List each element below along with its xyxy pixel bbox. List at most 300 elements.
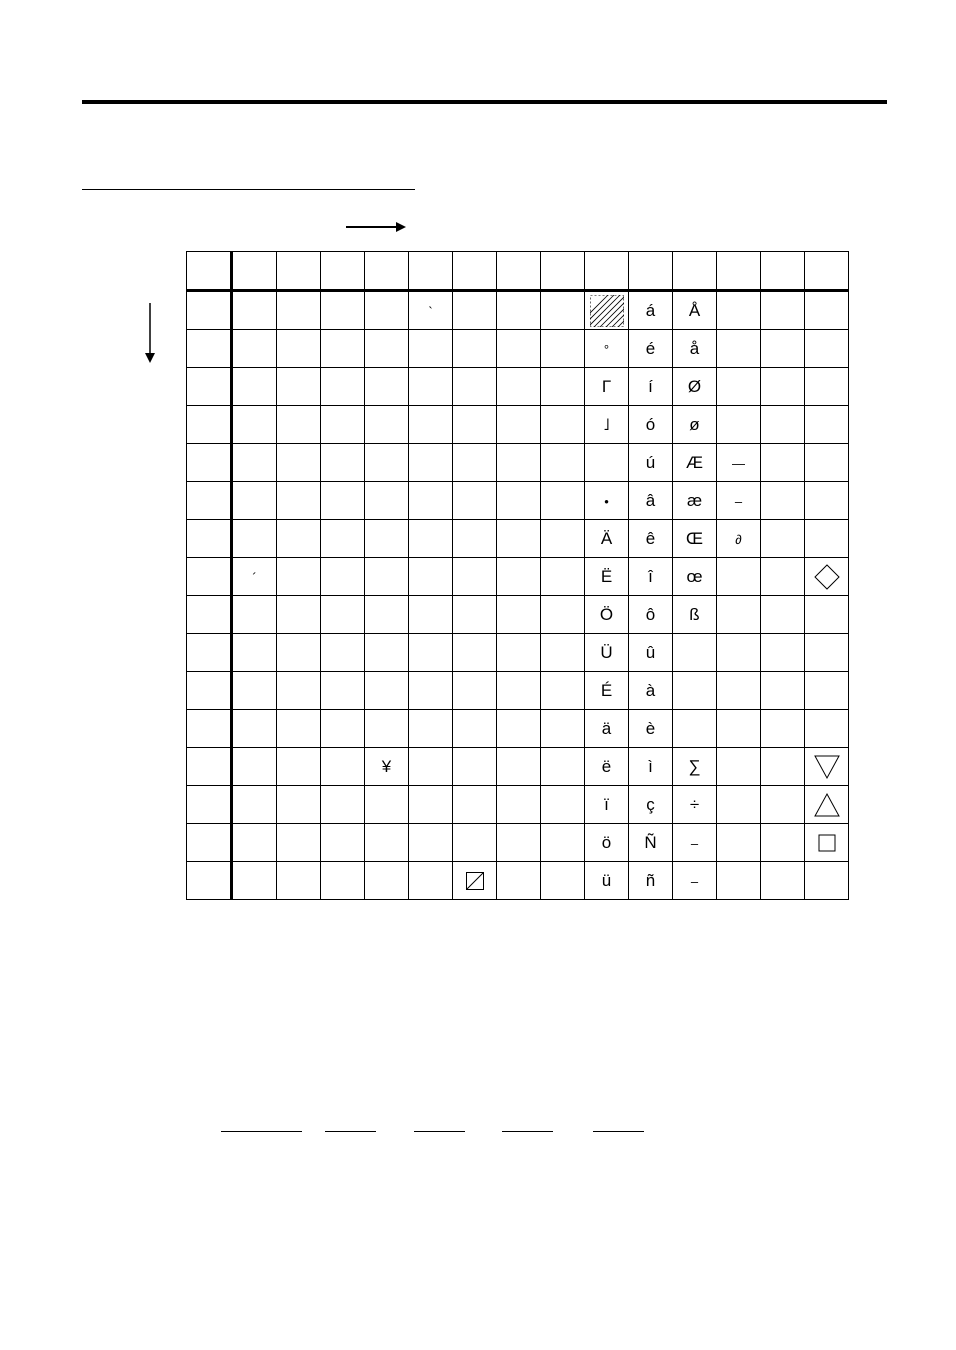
character-code-table [186, 251, 849, 900]
table-cell [717, 634, 761, 672]
table-cell [497, 596, 541, 634]
table-cell [232, 330, 277, 368]
table-cell [497, 786, 541, 824]
footer-underline [593, 1131, 644, 1132]
table-cell [805, 368, 849, 406]
table-cell [277, 406, 321, 444]
table-cell [497, 672, 541, 710]
table-cell [717, 786, 761, 824]
table-cell [409, 368, 453, 406]
table-cell [187, 520, 232, 558]
table-cell [232, 482, 277, 520]
char-glyph: Ø [687, 376, 702, 396]
table-cell [673, 786, 717, 824]
table-cell [187, 406, 232, 444]
table-cell [805, 406, 849, 444]
table-cell [805, 252, 849, 291]
table-cell [585, 252, 629, 291]
table-cell [585, 596, 629, 634]
table-cell [717, 330, 761, 368]
table-cell [365, 862, 409, 900]
table-cell [629, 710, 673, 748]
table-cell [321, 291, 365, 330]
table-cell [585, 634, 629, 672]
table-cell [321, 368, 365, 406]
table-cell [232, 786, 277, 824]
table-cell [321, 252, 365, 291]
table-cell [453, 748, 497, 786]
table-cell [673, 634, 717, 672]
table-cell [541, 710, 585, 748]
table-cell [629, 596, 673, 634]
table-cell [277, 291, 321, 330]
section-title-underline [82, 189, 415, 190]
table-cell [761, 862, 805, 900]
table-cell [761, 368, 805, 406]
char-glyph: ê [645, 528, 656, 548]
char-glyph: ñ [645, 870, 656, 890]
char-glyph: ´ [252, 569, 257, 585]
table-cell [717, 368, 761, 406]
table-cell [187, 710, 232, 748]
char-glyph: î [648, 566, 653, 586]
table-cell [585, 710, 629, 748]
table-cell [409, 862, 453, 900]
table-cell [187, 330, 232, 368]
table-row [187, 520, 849, 558]
char-glyph: ö [601, 832, 612, 852]
table-cell [585, 748, 629, 786]
table-cell [232, 291, 277, 330]
table-cell [453, 406, 497, 444]
table-cell [409, 710, 453, 748]
table-cell [232, 710, 277, 748]
char-glyph: Ü [600, 642, 613, 662]
table-cell [629, 786, 673, 824]
table-cell [585, 862, 629, 900]
char-glyph: œ [686, 566, 703, 586]
table-cell [321, 824, 365, 862]
table-row [187, 482, 849, 520]
table-cell [497, 862, 541, 900]
table-cell [453, 291, 497, 330]
table-cell [187, 634, 232, 672]
table-cell [761, 710, 805, 748]
table-cell [673, 368, 717, 406]
table-cell [673, 710, 717, 748]
table-cell [232, 634, 277, 672]
char-glyph: Ä [600, 528, 613, 548]
arrow-down-icon [143, 303, 157, 365]
table-cell [409, 634, 453, 672]
table-cell [232, 748, 277, 786]
table-cell [717, 558, 761, 596]
table-cell [717, 596, 761, 634]
table-cell [673, 482, 717, 520]
table-cell [321, 862, 365, 900]
char-glyph: æ [686, 490, 703, 510]
char-glyph: ë [601, 756, 612, 776]
table-cell [497, 330, 541, 368]
table-cell [541, 786, 585, 824]
table-cell [321, 444, 365, 482]
table-cell [232, 406, 277, 444]
table-cell [541, 368, 585, 406]
char-glyph: è [645, 718, 656, 738]
table-cell [629, 368, 673, 406]
table-cell [805, 672, 849, 710]
table-cell [453, 330, 497, 368]
table-cell [187, 368, 232, 406]
table-cell [761, 482, 805, 520]
table-cell [805, 291, 849, 330]
table-cell [673, 558, 717, 596]
char-glyph: — [732, 455, 745, 471]
table-cell [629, 634, 673, 672]
table-cell [761, 406, 805, 444]
char-glyph: ô [645, 604, 656, 624]
table-cell [365, 368, 409, 406]
table-cell [761, 330, 805, 368]
table-cell [717, 444, 761, 482]
table-cell [497, 824, 541, 862]
table-cell [187, 252, 232, 291]
hatched-cell-icon [585, 291, 629, 330]
table-row [187, 786, 849, 824]
table-cell [187, 824, 232, 862]
table-cell [321, 748, 365, 786]
table-cell [541, 482, 585, 520]
char-glyph: ∂ [735, 531, 742, 547]
table-cell [365, 596, 409, 634]
char-glyph: å [689, 338, 700, 358]
table-cell [805, 444, 849, 482]
table-cell [409, 786, 453, 824]
table-cell [717, 862, 761, 900]
table-cell [277, 634, 321, 672]
table-cell [277, 520, 321, 558]
table-cell [409, 482, 453, 520]
table-cell [453, 368, 497, 406]
table-cell [277, 786, 321, 824]
table-cell [277, 824, 321, 862]
table-cell [629, 824, 673, 862]
table-row [187, 672, 849, 710]
table-cell [585, 444, 629, 482]
table-cell [232, 824, 277, 862]
char-glyph: û [645, 642, 656, 662]
table-cell [805, 330, 849, 368]
table-cell [541, 444, 585, 482]
table-cell [409, 596, 453, 634]
table-cell [629, 672, 673, 710]
table-cell [717, 291, 761, 330]
table-row [187, 596, 849, 634]
table-cell [585, 520, 629, 558]
table-cell [717, 748, 761, 786]
table-cell [365, 634, 409, 672]
char-glyph: Å [688, 300, 701, 320]
table-cell [497, 634, 541, 672]
table-cell [761, 786, 805, 824]
char-glyph: Ë [600, 566, 613, 586]
table-cell [232, 862, 277, 900]
table-cell [453, 710, 497, 748]
footer-underline [325, 1131, 376, 1132]
table-cell [187, 596, 232, 634]
table-cell [453, 672, 497, 710]
table-cell [673, 824, 717, 862]
table-cell [365, 406, 409, 444]
char-glyph: ú [645, 452, 656, 472]
table-cell [673, 406, 717, 444]
char-glyph: Γ [601, 376, 612, 396]
table-row [187, 862, 849, 900]
table-cell [365, 252, 409, 291]
table-cell [365, 291, 409, 330]
table-cell [761, 596, 805, 634]
table-cell [717, 824, 761, 862]
char-glyph: ì [648, 756, 653, 776]
triangle-up-icon [805, 786, 849, 824]
table-cell [277, 710, 321, 748]
triangle-down-icon [805, 748, 849, 786]
table-cell [187, 482, 232, 520]
table-cell [365, 672, 409, 710]
table-cell [277, 862, 321, 900]
char-glyph: ä [601, 718, 612, 738]
table-cell [673, 596, 717, 634]
char-glyph: Ñ [644, 832, 657, 852]
table-cell [629, 252, 673, 291]
table-cell [409, 406, 453, 444]
table-cell [629, 406, 673, 444]
table-cell [541, 634, 585, 672]
table-row [187, 406, 849, 444]
table-cell [541, 862, 585, 900]
table-row [187, 710, 849, 748]
table-cell [321, 482, 365, 520]
table-cell [453, 786, 497, 824]
char-glyph: ¥ [381, 756, 392, 776]
footer-underline [414, 1131, 465, 1132]
table-cell [321, 672, 365, 710]
table-cell [629, 330, 673, 368]
table-cell [365, 330, 409, 368]
table-cell [629, 482, 673, 520]
table-cell [629, 520, 673, 558]
table-cell [673, 748, 717, 786]
table-cell [541, 520, 585, 558]
char-glyph: • [604, 493, 609, 509]
header-row [187, 252, 849, 291]
table-cell [187, 786, 232, 824]
table-cell [409, 330, 453, 368]
table-cell [717, 252, 761, 291]
char-glyph: – [690, 873, 699, 889]
header-rule [82, 100, 887, 104]
table-cell [497, 520, 541, 558]
table-cell [277, 368, 321, 406]
table-cell [321, 558, 365, 596]
table-cell [497, 252, 541, 291]
table-cell [232, 252, 277, 291]
table-cell [585, 482, 629, 520]
table-cell [321, 520, 365, 558]
table-cell [629, 748, 673, 786]
table-row [187, 748, 849, 786]
table-cell [585, 558, 629, 596]
table-cell [761, 558, 805, 596]
table-cell [187, 672, 232, 710]
table-cell [497, 444, 541, 482]
table-cell [541, 330, 585, 368]
table-cell [585, 786, 629, 824]
table-cell [497, 482, 541, 520]
char-glyph: ∑ [688, 756, 701, 776]
table-cell [717, 710, 761, 748]
char-glyph: í [648, 376, 653, 396]
table-cell [717, 406, 761, 444]
char-glyph: ï [604, 794, 609, 814]
char-glyph: Æ [686, 452, 703, 472]
table-cell [187, 748, 232, 786]
table-cell [761, 748, 805, 786]
table-cell [365, 748, 409, 786]
table-row [187, 558, 849, 596]
table-cell [277, 252, 321, 291]
arrow-right-icon [346, 221, 408, 233]
table-cell [365, 520, 409, 558]
table-cell [453, 558, 497, 596]
table-cell [409, 291, 453, 330]
table-cell [541, 291, 585, 330]
table-cell [673, 520, 717, 558]
table-cell [453, 520, 497, 558]
table-cell [673, 252, 717, 291]
char-glyph: ` [428, 303, 433, 319]
char-glyph: ü [601, 870, 612, 890]
table-row [187, 330, 849, 368]
table-cell [585, 368, 629, 406]
table-cell [321, 330, 365, 368]
table-cell [277, 330, 321, 368]
char-glyph: ç [646, 794, 655, 814]
table-cell [761, 444, 805, 482]
char-glyph: – [690, 835, 699, 851]
char-glyph: â [645, 490, 656, 510]
table-cell [365, 444, 409, 482]
table-cell [761, 520, 805, 558]
table-cell [497, 710, 541, 748]
table-cell [232, 596, 277, 634]
table-cell [409, 748, 453, 786]
table-cell [805, 520, 849, 558]
table-cell [453, 824, 497, 862]
table-cell [585, 406, 629, 444]
table-cell [277, 482, 321, 520]
table-cell [805, 710, 849, 748]
table-row [187, 634, 849, 672]
table-cell [541, 596, 585, 634]
table-cell [629, 444, 673, 482]
footer-underline [502, 1131, 553, 1132]
char-glyph: à [645, 680, 656, 700]
table-cell [761, 824, 805, 862]
char-glyph: ˩ [603, 414, 610, 434]
table-cell [541, 824, 585, 862]
table-cell [365, 482, 409, 520]
table-cell [805, 596, 849, 634]
table-cell [541, 252, 585, 291]
table-cell [497, 748, 541, 786]
table-cell [673, 291, 717, 330]
table-cell [321, 786, 365, 824]
table-cell [409, 824, 453, 862]
table-cell [585, 672, 629, 710]
char-glyph: ° [603, 341, 610, 357]
table-cell [761, 291, 805, 330]
table-cell [541, 558, 585, 596]
char-glyph: ó [645, 414, 656, 434]
diamond-icon [805, 558, 849, 596]
table-cell [717, 520, 761, 558]
table-cell [187, 862, 232, 900]
table-cell [187, 444, 232, 482]
square-icon [805, 824, 849, 862]
table-cell [805, 634, 849, 672]
table-cell [232, 368, 277, 406]
table-cell [453, 634, 497, 672]
table-cell [717, 482, 761, 520]
table-cell [541, 748, 585, 786]
table-cell [717, 672, 761, 710]
footer-underline [221, 1131, 302, 1132]
table-cell [629, 291, 673, 330]
table-cell [453, 482, 497, 520]
char-glyph: ø [689, 414, 700, 434]
char-glyph: Œ [686, 528, 703, 548]
table-cell [805, 862, 849, 900]
table-cell [321, 406, 365, 444]
char-glyph: ÷ [689, 794, 700, 814]
table-cell [365, 558, 409, 596]
table-cell [409, 520, 453, 558]
table-cell [277, 672, 321, 710]
table-cell [365, 824, 409, 862]
table-cell [187, 291, 232, 330]
char-glyph: ß [689, 604, 700, 624]
char-glyph: é [645, 338, 656, 358]
table-cell [673, 330, 717, 368]
table-cell [409, 252, 453, 291]
table-cell [232, 520, 277, 558]
table-cell [321, 710, 365, 748]
table-cell [541, 406, 585, 444]
table-cell [453, 252, 497, 291]
table-cell [277, 444, 321, 482]
table-cell [629, 862, 673, 900]
table-cell [453, 596, 497, 634]
table-cell [497, 406, 541, 444]
table-cell [673, 672, 717, 710]
table-row [187, 824, 849, 862]
table-row [187, 368, 849, 406]
table-cell [541, 672, 585, 710]
table-cell [761, 634, 805, 672]
table-cell [365, 786, 409, 824]
table-cell [277, 596, 321, 634]
